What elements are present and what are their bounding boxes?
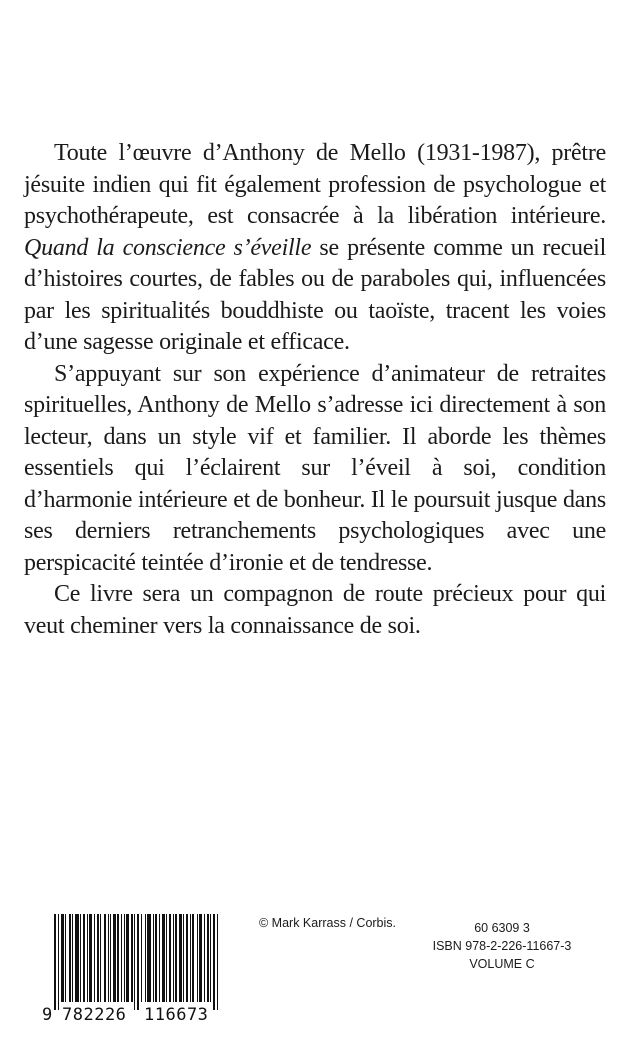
barcode-bar <box>175 914 177 1002</box>
barcode-bar <box>69 914 71 1002</box>
barcode-bar <box>89 914 92 1002</box>
barcode-bar <box>155 914 157 1002</box>
barcode-bar <box>179 914 182 1002</box>
isbn-info <box>412 919 592 973</box>
blurb-text <box>24 138 606 642</box>
blurb-paragraph-1 <box>24 138 606 359</box>
barcode-bar <box>61 914 64 1002</box>
barcode-bar <box>131 914 133 1002</box>
barcode-bar <box>108 914 109 1002</box>
barcode-bar <box>173 914 174 1002</box>
barcode-bar <box>153 914 154 1002</box>
barcode-bar <box>147 914 151 1002</box>
barcode-bar <box>75 914 79 1002</box>
barcode-bar <box>97 914 99 1002</box>
barcode-lead-digit: 9 <box>42 1005 53 1024</box>
barcode-bar <box>217 914 218 1010</box>
barcode-bar <box>134 914 135 1010</box>
barcode-right-digits: 116673 <box>144 1005 209 1024</box>
isbn-barcode <box>40 914 222 1024</box>
barcode-bar <box>186 914 188 1002</box>
barcode-bar <box>94 914 95 1002</box>
barcode-bar <box>199 914 202 1002</box>
barcode-bar <box>100 914 101 1002</box>
barcode-bar <box>141 914 142 1002</box>
barcode-bar <box>72 914 73 1002</box>
barcode-bar <box>210 914 211 1002</box>
catalog-code: 60 6309 3 <box>474 921 530 935</box>
blurb-paragraph-1-start: Toute l’œuvre d’Anthony de Mello (1931-1987), prêtre jésuite indien qui fit également profession de psychologue et psychothérapeute, est consacrée à la libération intérieure. <box>24 140 606 229</box>
barcode-bar <box>162 914 165 1002</box>
barcode-bar <box>159 914 160 1002</box>
book-title-italic: Quand la conscience s’éveille <box>24 234 312 261</box>
barcode-bar <box>83 914 85 1002</box>
barcode-bar <box>204 914 205 1002</box>
blurb-paragraph-1-end: se présente comme un recueil d’histoires courtes, de fables ou de paraboles qui, influencées par les spiritualités bouddhiste ou taoïste, tracent les voies d’une sagesse originale et efficace. <box>24 234 607 355</box>
barcode-bar <box>124 914 125 1002</box>
blurb-paragraph-3: Ce livre sera un compagnon de route précieux pour qui veut cheminer vers la connaissance de soi. <box>24 581 606 639</box>
barcode-left-digits: 782226 <box>62 1005 127 1024</box>
barcode-bar <box>213 914 215 1010</box>
barcode-bar <box>117 914 119 1002</box>
volume-label: VOLUME C <box>469 957 535 971</box>
barcode-bar <box>183 914 184 1002</box>
barcode-bar <box>166 914 167 1002</box>
barcode-bar <box>207 914 209 1002</box>
barcode-bar <box>145 914 146 1002</box>
barcode-bar <box>58 914 59 1010</box>
barcode-graphic <box>40 914 222 1024</box>
barcode-bar <box>80 914 81 1002</box>
blurb-paragraph-2: S’appuyant sur son expérience d’animateur de retraites spirituelles, Anthony de Mello s’adresse ici directement à son lecteur, dans un style vif et familier. Il aborde les thèmes essentiels qui l’éclairent sur l’éveil à soi, condition d’harmonie intérieure et de bonheur. Il le poursuit jusque dans ses derniers retranchements psychologiques avec une perspicacité teintée d’ironie et de tendresse. <box>24 360 606 576</box>
barcode-bar <box>87 914 88 1002</box>
barcode-bar <box>121 914 122 1002</box>
barcode-bar <box>65 914 66 1002</box>
barcode-bar <box>126 914 129 1002</box>
barcode-bar <box>104 914 106 1002</box>
barcode-bar <box>54 914 56 1010</box>
isbn-number: ISBN 978-2-226-11667-3 <box>432 939 572 953</box>
barcode-bar <box>192 914 194 1002</box>
barcode-bar <box>169 914 171 1002</box>
photo-credit: © Mark Karrass / Corbis. <box>259 916 397 930</box>
barcode-bar <box>113 914 116 1002</box>
barcode-bar <box>197 914 198 1002</box>
barcode-bar <box>190 914 191 1002</box>
barcode-bar <box>110 914 111 1002</box>
barcode-bar <box>137 914 139 1010</box>
